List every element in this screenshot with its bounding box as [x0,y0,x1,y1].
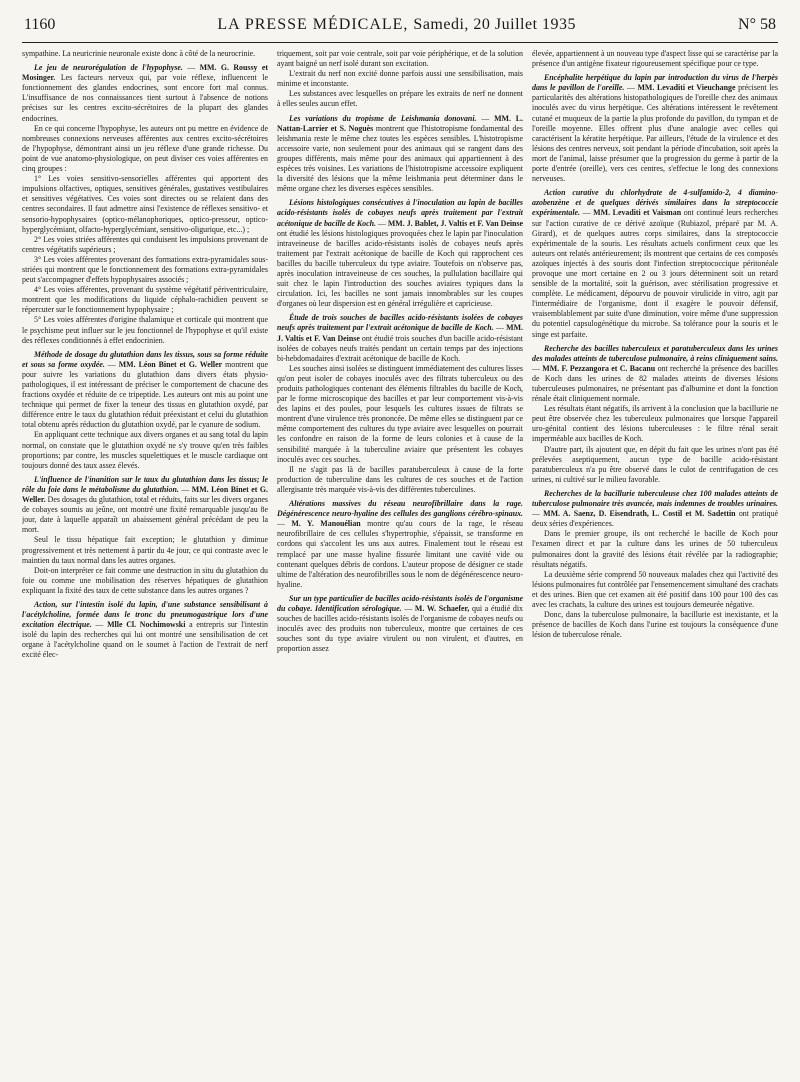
list-item: 4° Les voies afférentes, provenant du système végétatif périventriculaire, montrent que les modifications du liquide céphalo-rachidien peuvent se répercuter sur le fonctionnement hypophysaire ; [22,285,268,315]
section-authors: M. W. Schaefer, [414,603,470,613]
section-lead: Recherche des bacilles tuberculeux et paratuberculeux dans les urines des malades atteints de tuberculose pulmonaire, à reins cliniquement sains. — MM. F. Pezzangora et C. Bacanu ont recherché la présence des bacilles de Koch dans les urines de 82 malades atteints de diverses lésions tuberculeuses pulmonaires, ne présentant pas d'albumine et dont la fonction rénale était cliniquement normale. [532,343,778,404]
section-title: Recherches de la bacillurie tuberculeuse chez 100 malades atteints de tuberculose pulmonaire très avancée, mais indemnes de troubles urinaires. [532,488,778,509]
section-lead: Action, sur l'intestin isolé du lapin, d'une substance sensibilisant à l'acétylcholine, formée dans le tronc du pneumogastrique lors d'une excitation électrique. — Mlle Cl. Nochimowski a entrepris sur l'intestin isolé du lapin des recherches qui lui ont montré une sensibilisation de cet organe à l'acétylcholine quand on le soumet à l'action de l'extrait de nerf excité élec- [22,599,268,660]
column-2 [277,49,523,1069]
section-authors: MM. Léon Binet et G. Weller [118,359,223,369]
list-item: 1° Les voies sensitivo-sensorielles afférentes qui apportent des impulsions olfactives, optiques, sensitives générales, gustatives vestibulaires et sensitives végétatives. Ces voies sont directes ou se relaient dans des centres secondaires. Il faut admettre ainsi l'existence de réflexes sensitivo- et sensorio-hypophysaires (optico-mélanophoriques, optico-presseur, optico-hyperglycémiant, olfacto-hyperglycémiant, sensitivo-oligurique, etc...) ; [22,174,268,234]
section-lead: Les variations du tropisme de Leishmania donovani. — MM. L. Nattan-Larrier et S. Noguès montrent que l'histotropisme fondamental des leishmania reste le même chez toutes les espèces sensibles. L'histotropisme accessoire varie, non seulement pour des animaux qui se rangent dans des groupes différents, mais même pour des animaux qui appartiennent à des espèces très voisines. Les variations de l'histotropisme accessoire expliquent la diversité des lésions que la même leishmania peut déterminer dans le même organe chez les diverses espèces sensibles. [277,113,523,194]
paragraph: sympathine. La neuricrinie neuronale existe donc à côté de la neurocrinie. [22,49,256,58]
section-lead: Altérations massives du réseau neurofibrillaire dans la rage. Dégénérescence neuro-hyaline des cellules des ganglions cérébro-spinaux. — M. Y. Manouélian montre qu'au cours de la rage, le réseau neurofibrillaire de ces cellules s'hypertrophie, s'épaissit, se transforme en cordons qui s'accolent les uns aux autres. Finalement tout le réseau est remplacé par une masse hyaline fissurée limitant une cavité vide ou contenant quelques débris de cordons. L'auteur propose de désigner ce stade ultime de l'altération des neurofibrilles sous le nom de dégénérescence neuro-hyaline. [277,499,523,589]
paragraph: a entrepris sur l'intestin isolé du lapin des recherches qui lui ont montré une sensibilisation de cet organe à l'acétylcholine quand on le soumet à l'action de l'extrait de nerf excité élec- [22,620,268,660]
section-lead: L'influence de l'inanition sur le taux du glutathion dans les tissus; le rôle du foie dans le métabolisme du glutathion. — MM. Léon Binet et G. Weller. Des dosages du glutathion, total et réduits, faits sur les divers organes de cobayes soumis au jeûne, ont montré une fixité remarquable jusqu'au 8e jour, date à laquelle apparaît un abaissement général précédant de peu la mort. [22,474,268,535]
section-title: L'influence de l'inanition sur le taux du glutathion dans les tissus; le rôle du foie dans le métabolisme du glutathion. [22,474,268,494]
section-authors: MM. L. Nattan-Larrier et S. Noguès [277,113,523,133]
section-lead: Sur un type particulier de bacilles acido-résistants isolés de l'organisme du cobaye. Identification sérologique. — M. W. Schaefer, qui a étudié dix souches de bacilles acido-résistants isolés de l'organisme de cobayes neufs ou inoculés avec des produits non tuberculeux, montre que certaines de ces souches sont du type aviaire virulent ou non virulent, et d'autres, en proportion assez [277,593,523,654]
section-authors: Mlle Cl. Nochimowski [107,620,186,630]
section-lead: Lésions histologiques consécutives à l'inoculation au lapin de bacilles acido-résistants isolés de cobayes neufs après traitement par l'extrait acétonique de bacille de Koch. — MM. J. Bablet, J. Valtis et F. Van Deinse ont étudié les lésions histologiques provoquées chez le lapin par l'inoculation intraveineuse de bacilles acido-résistants isolés de cobayes neufs après traitement par l'extrait acétonique de bacille de Koch qui rapprochent ces bacilles du bacille tuberculeux du type aviaire. Toutefois on n'observe pas, après inoculation intraveineuse de ces souches, la pullulation bacillaire qui suit chez le lapin l'introduction des souches aviaires typiques dans la circulation. Ici, les bacilles ne sont jamais innombrables sur les coupes d'organes où leur dispersion est en général irrégulière et capricieuse. [277,198,523,309]
section-title: Encéphalite herpétique du lapin par introduction du virus de l'herpès dans le pavillon de l'oreille. [532,73,778,93]
paragraph: La deuxième série comprend 50 nouveaux malades chez qui l'activité des lésions pulmonaires fut contrôlée par l'ensemencement simultané des crachats et des urines. Bien que cet examen ait été positif dans 100 pour 100 des cas avec les crachats, la culture des urines est toujours demeurée négative. [532,569,778,609]
column-1 [22,49,268,1069]
paragraph: montre qu'au cours de la rage, le réseau neurofibrillaire de ces cellules s'hypertrophie, s'épaissit, se transforme en cordons qui s'accolent les uns aux autres. Finalement tout le réseau est remplacé par une masse hyaline fissurée limitant une cavité vide ou contenant quelques débris de cordons. L'auteur propose de désigner ce stade ultime de l'altération des neurofibrilles sous le nom de dégénérescence neuro-hyaline. [277,519,523,589]
paragraph: ont étudié trois souches d'un bacille acido-résistant isolées de cobayes neufs traités pendant un certain temps par des injections bi-hebdomadaires d'extrait acétonique de bacille de Koch. [277,333,523,363]
list-item: 5° Les voies afférentes d'origine thalamique et corticale qui montrent que le psychisme peut influer sur le jeu fonctionnel de l'hypophyse et qu'il existe des réflexes conditionnés à effet endocrinien. [22,315,268,345]
paragraph: ont pratiqué deux séries d'expériences. [532,509,778,529]
section-title: Action curative du chlorhydrate de 4-sulfamido-2, 4 diamino-azobenzène et de quelques dérivés similaires dans la streptococcie expérimentale. [532,188,778,218]
section-title: Lésions histologiques consécutives à l'inoculation au lapin de bacilles acido-résistants isolés de cobayes neufs après traitement par l'extrait acétonique de bacille de Koch. [277,198,523,228]
section-lead: Méthode de dosage du glutathion dans les tissus, sous sa forme réduite et sous sa forme oxydée. — MM. Léon Binet et G. Weller montrent que pour suivre les variations du glutathion dans divers états physio-pathologiques, il est intéressant de préciser le comportement de chacune des fractions oxydée et réduite de ce tripeptide. Les auteurs ont mis au point une technique qui permet de fixer la teneur des tissus en glutathion oxydé, par différence entre le taux du glutathion réduit préexistant et celui du glutathion total obtenu après réduction du glutathion oxydé, par le cyanure de sodium. [22,349,268,430]
section-authors: MM. G. Roussy et Mosinger. [22,63,268,83]
paragraph: précisent les particularités des altérations histopathologiques de l'oreille chez des animaux inoculés avec du virus herpétique. Ces altérations intéressent le revêtement cutané et muqueux de la partie la plus profonde du pavillon, du tympan et de l'oreille moyenne. Elles offrent plus d'une analogie avec celles qui caractérisent la kératite herpétique. Par ailleurs, l'étude de la virulence et des lésions des centres nerveux, soit pendant la période d'incubation, soit après la mort de l'animal, laisse présumer que la progression du germe à partir de la porte d'entrée (oreille), vers ces centres, s'effectue le long des connexions nerveuses. [532,83,778,184]
page-header [22,16,778,43]
paragraph: Doit-on interpréter ce fait comme une destruction in situ du glutathion du foie ou comme une mobilisation des réserves hépatiques de glutathion expliquant la fixité des taux de cette substance dans les autres organes ? [22,565,268,595]
section-title: Sur un type particulier de bacilles acido-résistants isolés de l'organisme du cobaye. Identification sérologique. [277,593,523,613]
paragraph: Les facteurs nerveux qui, par voie réflexe, influencent le fonctionnement des glandes endocrines, sont encore fort mal connus. L'insuffisance de nos connaissances tient surtout à l'absence de notions précises sur les centres excito-sécrétoires de la plupart des glandes endocrines. [22,73,268,123]
section-title: Action, sur l'intestin isolé du lapin, d'une substance sensibilisant à l'acétylcholine, formée dans le tronc du pneumogastrique lors d'une excitation électrique. [22,599,268,630]
section-authors: MM. A. Saenz, D. Eisendrath, L. Costil et M. Sadettin [543,509,736,519]
paragraph: Les substances avec lesquelles on prépare les extraits de nerf ne donnent à elles seules aucun effet. [277,89,523,109]
list-item: 2° Les voies striées afférentes qui conduisent les impulsions provenant de centres végétatifs supérieurs ; [22,234,268,254]
paragraph: élevée, appartiennent à un nouveau type d'aspect lisse qui se caractérise par la présence d'un antigène fixateur rigoureusement spécifique pour ce type. [532,49,778,69]
section-title: Les variations du tropisme de Leishmania donovani. [289,113,477,123]
journal-title [217,16,576,34]
section-title: Recherche des bacilles tuberculeux et paratuberculeux dans les urines des malades atteints de tuberculose pulmonaire, à reins cliniquement sains. [532,343,778,363]
section-lead: Action curative du chlorhydrate de 4-sulfamido-2, 4 diamino-azobenzène et de quelques dérivés similaires dans la streptococcie expérimentale. — MM. Levaditi et Vaisman ont continué leurs recherches sur l'action curative de ce dérivé azoïque (Rubiazol, préparé par M. A. Girard), et de quelques autres corps similaires, dans la streptococcie expérimentale de la souris. Les résultats actuels confirment ceux que les auteurs ont relatés antérieurement; ils montrent que certains de ces composés azoïques injectés à des souris dont l'infection streptococcique péritonéale provoque une mort certaine en 2 ou 3 jours déterminent soit un retard sensible de la mortalité, soit la guérison, avec stérilisation progressive et complète. Le médicament, dépourvu de pouvoir virulicide in vitro, agit par l'intermédiaire de l'organisme, dont il exagère le pouvoir défensif, vraisemblablement par suite d'une diminution, voire même d'une suppression du potentiel capsulogénétique du microbe. Sa tolérance pour la souris et le singe est parfaite. [532,188,778,339]
section-authors: M. Y. Manouélian [291,519,361,529]
section-authors: MM. Levaditi et Vieuchange [637,83,736,93]
section-lead: Encéphalite herpétique du lapin par introduction du virus de l'herpès dans le pavillon de l'oreille. — MM. Levaditi et Vieuchange précisent les particularités des altérations histopathologiques de l'oreille chez des animaux inoculés avec du virus herpétique. Ces altérations intéressent le revêtement cutané et muqueux de la partie la plus profonde du pavillon, du tympan et de l'oreille moyenne. Elles offrent plus d'une analogie avec celles qui caractérisent la kératite herpétique. Par ailleurs, l'étude de la virulence et des lésions des centres nerveux, soit pendant la période d'incubation, soit après la mort de l'animal, laisse présumer que la progression du germe à partir de la porte d'entrée (oreille), vers ces centres, s'effectue le long des connexions nerveuses. [532,73,778,184]
paragraph: Il ne s'agit pas là de bacilles paratuberculeux à cause de la forte production de tuberculine dans les cultures de ces souches et de l'action allergisante très marquée vis-à-vis des différentes tuberculines. [277,464,523,494]
section-authors: MM. F. Pezzangora et C. Bacanu [542,363,656,373]
paragraph: ont continué leurs recherches sur l'action curative de ce dérivé azoïque (Rubiazol, préparé par M. A. Girard), et de quelques autres corps similaires, dans la streptococcie expérimentale de la souris. Les résultats actuels confirment ceux que les auteurs ont relatés antérieurement; ils montrent que certains de ces composés azoïques injectés à des souris dont l'infection streptococcique péritonéale provoque une mort certaine en 2 ou 3 jours déterminent soit un retard sensible de la mortalité, soit la guérison, avec stérilisation progressive et complète. Le médicament, dépourvu de pouvoir virulicide in vitro, agit par l'intermédiaire de l'organisme, dont il exagère le pouvoir défensif, vraisemblablement par suite d'une diminution, voire même d'une suppression du potentiel capsulogénétique du microbe. Sa tolérance pour la souris et le singe est parfaite. [532,208,778,339]
paragraph: ont étudié les lésions histologiques provoquées chez le lapin par l'inoculation intraveineuse de bacilles acido-résistants isolés de cobayes neufs après traitement par l'extrait acétonique de bacille de Koch qui rapprochent ces bacilles du bacille tuberculeux du type aviaire. Toutefois on n'observe pas, après inoculation intraveineuse de ces souches, la pullulation bacillaire qui suit chez le lapin l'introduction des souches aviaires typiques dans la circulation. Ici, les bacilles ne sont jamais innombrables sur les coupes d'organes où leur dispersion est en général irrégulière et capricieuse. [277,228,523,309]
article-columns [22,49,778,1069]
paragraph: ont recherché la présence des bacilles de Koch dans les urines de 82 malades atteints de diverses lésions tuberculeuses pulmonaires, ne présentant pas d'albumine et dont la fonction rénale était cliniquement normale. [532,363,778,404]
paragraph: Les souches ainsi isolées se distinguent immédiatement des cultures lisses qu'on peut isoler de cobayes inoculés avec des filtrats tuberculeux ou des produits pathologiques contenant des éléments filtrables du bacille de Koch, par le forme microscopique des bacilles et par leur comportement vis-à-vis des lapins et des poules, pour lesquels les cultures issues de filtrats se montrent d'une virulence très prononcée. De même elles se distinguent par ce même comportement des cultures du type aviaire avec lesquelles on pourrait les confondre en raison de la forme de leurs colonies et à cause de la sensibilité marquée à la tuberculine aviaire que présentent les cobayes inoculés avec ces souches. [277,363,523,464]
section-authors: MM. Levaditi et Vaisman [593,208,682,218]
section-title: Méthode de dosage du glutathion dans les tissus, sous sa forme réduite et sous sa forme oxydée. [22,349,268,369]
paragraph: Des dosages du glutathion, total et réduits, faits sur les divers organes de cobayes soumis au jeûne, ont montré une fixité remarquable jusqu'au 8e jour, date à laquelle apparaît un abaissement général précédant de peu la mort. [22,495,268,535]
paragraph: montrent que pour suivre les variations du glutathion dans divers états physio-pathologiques, il est intéressant de préciser le comportement de chacune des fractions oxydée et réduite de ce tripeptide. Les auteurs ont mis au point une technique qui permet de fixer la teneur des tissus en glutathion oxydé, par différence entre le taux du glutathion réduit préexistant et celui du glutathion total obtenu après réduction du glutathion oxydé, par le cyanure de sodium. [22,359,268,430]
paragraph: Seul le tissu hépatique fait exception; le glutathion y diminue progressivement et très nettement à partir du 4e jour, ce qui contraste avec le maintien du taux normal dans les autres organes. [22,535,268,565]
issue-date: Samedi, 20 Juillet 1935 [413,16,577,33]
paragraph: L'extrait du nerf non excité donne parfois aussi une sensibilisation, mais minime et inconstante. [277,69,523,89]
section-title: Étude de trois souches de bacilles acido-résistants isolées de cobayes neufs après traitement par l'extrait acétonique de bacille de Koch. [277,313,523,333]
section-authors: MM. Léon Binet et G. Weller. [22,484,268,505]
paragraph: En appliquant cette technique aux divers organes et au sang total du lapin normal, on constate que le glutathion oxydé ne s'y trouve qu'en très faibles proportions; par contre, les muscles squelettiques et le muscle cardiaque ont toujours donné des taux assez élevés. [22,430,268,470]
paragraph: qui a étudié dix souches de bacilles acido-résistants isolés de l'organisme de cobayes neufs ou inoculés avec des produits non tuberculeux, montre que certaines de ces souches sont du type aviaire virulent ou non virulent, et d'autres, en proportion assez [277,603,523,654]
paragraph: Les résultats étant négatifs, ils arrivent à la conclusion que la bacillurie ne peut être observée chez les tuberculeux pulmonaires que lorsque l'appareil uro-génital contient des lésions tuberculeuses : le filtre rénal serait imperméable aux bacilles de Koch. [532,404,778,444]
journal-name: LA PRESSE MÉDICALE, [217,16,409,33]
column-3 [532,49,778,1069]
section-lead: Étude de trois souches de bacilles acido-résistants isolées de cobayes neufs après traitement par l'extrait acétonique de bacille de Koch. — MM. J. Valtis et F. Van Deinse ont étudié trois souches d'un bacille acido-résistant isolées de cobayes neufs traités pendant un certain temps par des injections bi-hebdomadaires d'extrait acétonique de bacille de Koch. [277,313,523,363]
paragraph: Dans le premier groupe, ils ont recherché le bacille de Koch pour l'examen direct et par la culture dans les urines de 50 tuberculeux pulmonaires dont la gravité des lésions était révélée par la radiographie; résultats négatifs. [532,529,778,569]
section-authors: MM. J. Bablet, J. Valtis et F. Van Deinse [387,218,523,228]
section-lead: Recherches de la bacillurie tuberculeuse chez 100 malades atteints de tuberculose pulmonaire très avancée, mais indemnes de troubles urinaires. — MM. A. Saenz, D. Eisendrath, L. Costil et M. Sadettin ont pratiqué deux séries d'expériences. [532,488,778,529]
paragraph: montrent que l'histotropisme fondamental des leishmania reste le même chez toutes les espèces sensibles. L'histotropisme accessoire varie, non seulement pour des animaux qui se rangent dans des groupes différents, mais même pour des animaux qui appartiennent à des espèces très voisines. Les variations de l'histotropisme accessoire expliquent la diversité des lésions que la même leishmania peut déterminer dans le même organe chez les diverses espèces sensibles. [277,123,523,194]
section-lead: Le jeu de neurorégulation de l'hypophyse. — MM. G. Roussy et Mosinger. Les facteurs nerveux qui, par voie réflexe, influencent le fonctionnement des glandes endocrines, sont encore fort mal connus. L'insuffisance de nos connaissances tient surtout à l'absence de notions précises sur les centres excito-sécrétoires de la plupart des glandes endocrines. [22,63,268,123]
paragraph: triquement, soit par voie centrale, soit par voie périphérique, et de la solution ayant baigné un nerf isolé durant son excitation. [277,49,523,69]
page-number: 1160 [24,16,56,33]
paragraph: Donc, dans la tuberculose pulmonaire, la bacillurie est inexistante, et la présence de bacilles de Koch dans l'urine est toujours la conséquence d'une lésion de tuberculose rénale. [532,610,778,640]
section-title: Altérations massives du réseau neurofibrillaire dans la rage. Dégénérescence neuro-hyaline des cellules des ganglions cérébro-spinaux. [277,499,523,519]
paragraph: D'autre part, ils ajoutent que, en dépit du fait que les urines n'ont pas été prélevées aseptiquement, aucun type de bacille acido-résistant paratuberculeux n'a pu être observé dans le culot de centrifugation de ces urines, ni cultivé sur le milieu favorable. [532,444,778,484]
section-title: Le jeu de neurorégulation de l'hypophyse. [34,63,183,73]
paragraph: En ce qui concerne l'hypophyse, les auteurs ont pu mettre en évidence de nombreuses connexions nerveuses afférentes aux centres excito-sécrétoires de l'hypophyse, démontrant ainsi un jeu réflexe d'une grande richesse. Du point de vue anatomo-physiologique, on peut diviser ces voies afférentes en cinq groupes : [22,123,268,174]
list-item: 3° Les voies afférentes provenant des formations extra-pyramidales sous-striées qui montrent que le fonctionnement des formations extra-pyramidales peut s'accompagner d'effets hypophysaires associés ; [22,254,268,285]
section-authors: MM. J. Valtis et F. Van Deinse [277,323,523,343]
issue-number: N° 58 [738,16,776,33]
